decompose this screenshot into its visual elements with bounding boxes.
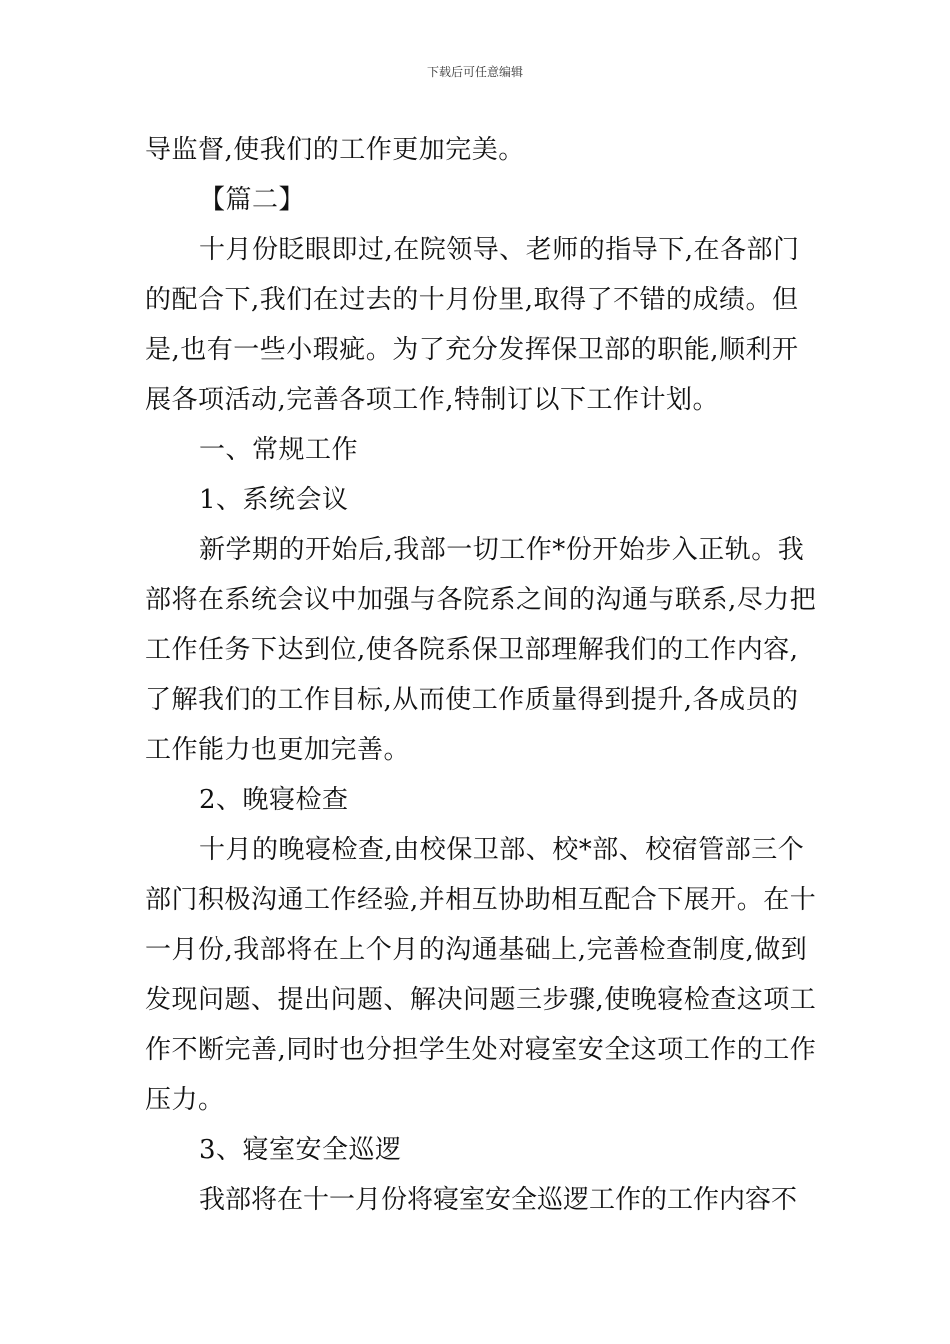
text-line: 一月份,我部将在上个月的沟通基础上,完善检查制度,做到 bbox=[145, 935, 808, 965]
text-line: 是,也有一些小瑕疵。为了充分发挥保卫部的职能,顺利开 bbox=[145, 335, 799, 365]
text-line: 部将在系统会议中加强与各院系之间的沟通与联系,尽力把 bbox=[145, 585, 817, 615]
text-line: 作不断完善,同时也分担学生处对寝室安全这项工作的工作 bbox=[145, 1035, 817, 1065]
text-line: 发现问题、提出问题、解决问题三步骤,使晚寝检查这项工 bbox=[145, 985, 817, 1015]
text-line: 工作能力也更加完善。 bbox=[145, 735, 411, 765]
text-line: 导监督,使我们的工作更加完美。 bbox=[145, 135, 525, 165]
text-line: 十月的晚寝检查,由校保卫部、校*部、校宿管部三个 bbox=[199, 835, 805, 865]
text-line: 部门积极沟通工作经验,并相互协助相互配合下展开。在十 bbox=[145, 885, 817, 915]
text-line: 展各项活动,完善各项工作,特制订以下工作计划。 bbox=[145, 385, 720, 415]
item-heading: 3、寝室安全巡逻 bbox=[199, 1135, 402, 1165]
subsection-heading: 一、常规工作 bbox=[199, 435, 359, 465]
download-note: 下载后可任意编辑 bbox=[426, 65, 523, 79]
text-line: 压力。 bbox=[145, 1085, 225, 1115]
text-line: 十月份眨眼即过,在院领导、老师的指导下,在各部门 bbox=[199, 235, 800, 265]
text-line: 我部将在十一月份将寝室安全巡逻工作的工作内容不 bbox=[199, 1185, 798, 1215]
section-heading: 【篇二】 bbox=[199, 185, 306, 215]
item-heading: 1、系统会议 bbox=[199, 485, 349, 515]
text-line: 工作任务下达到位,使各院系保卫部理解我们的工作内容, bbox=[145, 635, 799, 665]
text-line: 的配合下,我们在过去的十月份里,取得了不错的成绩。但 bbox=[145, 285, 799, 315]
item-heading: 2、晚寝检查 bbox=[199, 785, 349, 815]
text-line: 新学期的开始后,我部一切工作*份开始步入正轨。我 bbox=[199, 535, 805, 565]
document-body bbox=[145, 125, 817, 1225]
text-line: 了解我们的工作目标,从而使工作质量得到提升,各成员的 bbox=[145, 685, 799, 715]
